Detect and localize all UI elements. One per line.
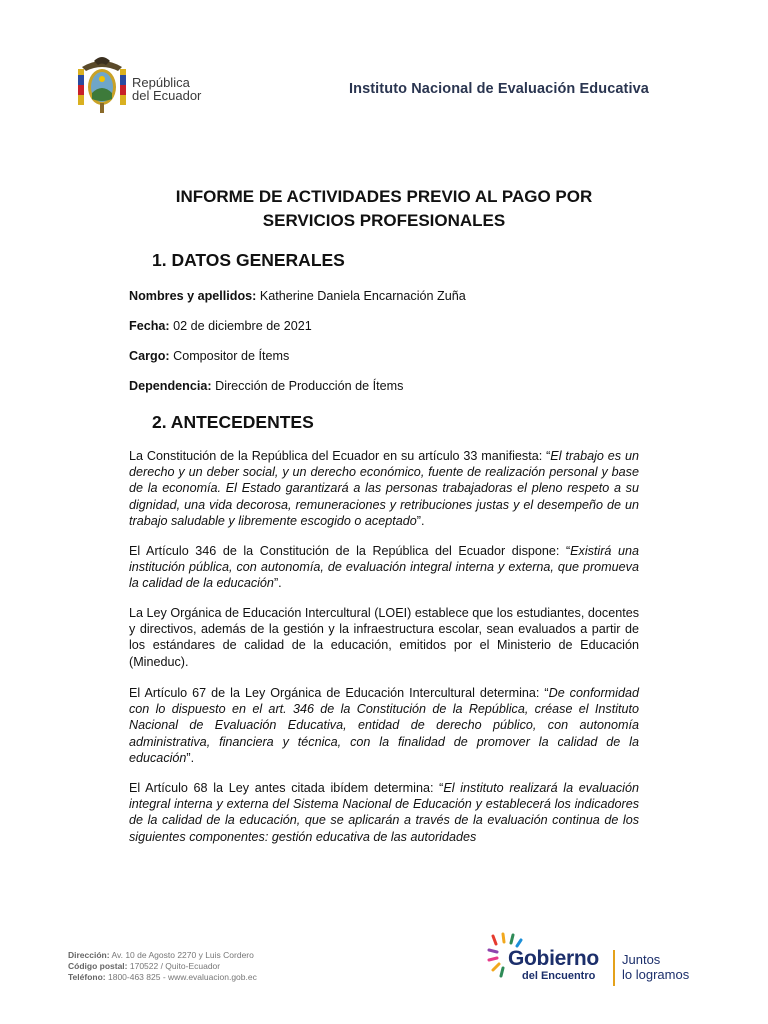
footer-separator (613, 950, 615, 986)
paragraph-art-346 (129, 543, 639, 592)
field-label: Nombres y apellidos: (129, 289, 257, 303)
paragraph-art-33 (129, 448, 639, 529)
institute-name: Instituto Nacional de Evaluación Educativa (349, 81, 649, 97)
paragraph-end: ”. (273, 576, 282, 591)
field-value: Dirección de Producción de Ítems (211, 379, 404, 393)
paragraph-loei (129, 605, 639, 670)
paragraph-art-67 (129, 685, 639, 766)
field-cargo (129, 349, 289, 363)
footer-value: 170522 / Quito-Ecuador (127, 961, 221, 971)
paragraph-end: ”. (416, 513, 425, 528)
field-label: Cargo: (129, 349, 170, 363)
section-heading-antecedentes: 2. ANTECEDENTES (152, 412, 314, 432)
republic-line2: del Ecuador (132, 88, 202, 103)
paragraph-art-68 (129, 780, 639, 845)
paragraph-quote: El instituto realizará la evaluación integral interna y externa del Sistema Nacional de Educación y establecerá los indicadores de la calidad de la educación, que se aplicarán a través de la evaluación continua de los siguientes componentes: gestión educativa de las autoridades (129, 781, 639, 844)
footer-phone-line (68, 972, 257, 983)
slogan-line1: Juntos (622, 952, 661, 967)
paragraph-text: La Constitución de la República del Ecuador en su artículo 33 manifiesta: “ (129, 449, 551, 463)
field-label: Fecha: (129, 319, 170, 333)
footer-label: Teléfono: (68, 972, 106, 982)
footer-postal-line (68, 961, 257, 972)
title-line2: SERVICIOS PROFESIONALES (262, 211, 506, 230)
page-header (0, 0, 768, 140)
gobierno-subtitle: del Encuentro (522, 970, 596, 982)
paragraph-quote: El trabajo es un derecho y un deber social, y un derecho económico, fuente de realización personal y base de la economía. El Estado garantizará a las personas trabajadoras el pleno respeto a su dignidad, una vida decorosa, remuneraciones y retribuciones justas y el desempeño de un trabajo saludable y libremente escogido o aceptado (129, 449, 639, 528)
footer-value: Av. 10 de Agosto 2270 y Luis Cordero (109, 950, 254, 960)
paragraph-quote: Existirá una institución pública, con autonomía, de evaluación integral interna y externa, que promueva la calidad de la educación (129, 544, 639, 591)
field-dependencia (129, 379, 403, 393)
field-fecha (129, 319, 312, 333)
juntos-slogan (622, 952, 689, 982)
report-title (110, 185, 658, 233)
field-value: Compositor de Ítems (169, 349, 290, 363)
paragraph-quote: De conformidad con lo dispuesto en el art. 346 de la Constitución de la República, créase el Instituto Nacional de Evaluación Educativa, entidad de derecho público, con autonomía administrativa, financiera y técnica, con la finalidad de promover la calidad de la educación (129, 686, 639, 765)
field-label: Dependencia: (129, 379, 212, 393)
gobierno-title: Gobierno (508, 947, 599, 970)
paragraph-end: ”. (186, 750, 195, 765)
field-nombres (129, 289, 466, 303)
field-value: Katherine Daniela Encarnación Zuña (256, 289, 466, 303)
title-line1: INFORME DE ACTIVIDADES PREVIO AL PAGO POR (175, 187, 593, 206)
gobierno-wordmark (508, 948, 599, 982)
field-value: 02 de diciembre de 2021 (169, 319, 312, 333)
section-heading-datos-generales: 1. DATOS GENERALES (152, 250, 345, 270)
republic-wordmark (132, 76, 201, 102)
paragraph-text: La Ley Orgánica de Educación Intercultural (LOEI) establece que los estudiantes, docentes y directivos, además de la gestión y la infraestructura escolar, sean evaluados a partir de los estándares de calidad de la educación, emitidos por el Ministerio de Educación (Mineduc). (129, 606, 639, 669)
republic-line1: República (132, 75, 190, 90)
footer-address (68, 950, 257, 983)
paragraph-text: El Artículo 346 de la Constitución de la República del Ecuador dispone: “ (129, 544, 571, 558)
paragraph-text: El Artículo 67 de la Ley Orgánica de Educación Intercultural determina: “ (129, 686, 549, 700)
footer-label: Código postal: (68, 961, 128, 971)
footer-address-line (68, 950, 257, 961)
footer-label: Dirección: (68, 950, 110, 960)
slogan-line2: lo logramos (622, 967, 690, 982)
ecuador-coat-of-arms-icon (74, 53, 130, 115)
footer-value: 1800-463 825 - www.evaluacion.gob.ec (105, 972, 257, 982)
paragraph-text: El Artículo 68 la Ley antes citada ibídem determina: “ (129, 781, 444, 795)
